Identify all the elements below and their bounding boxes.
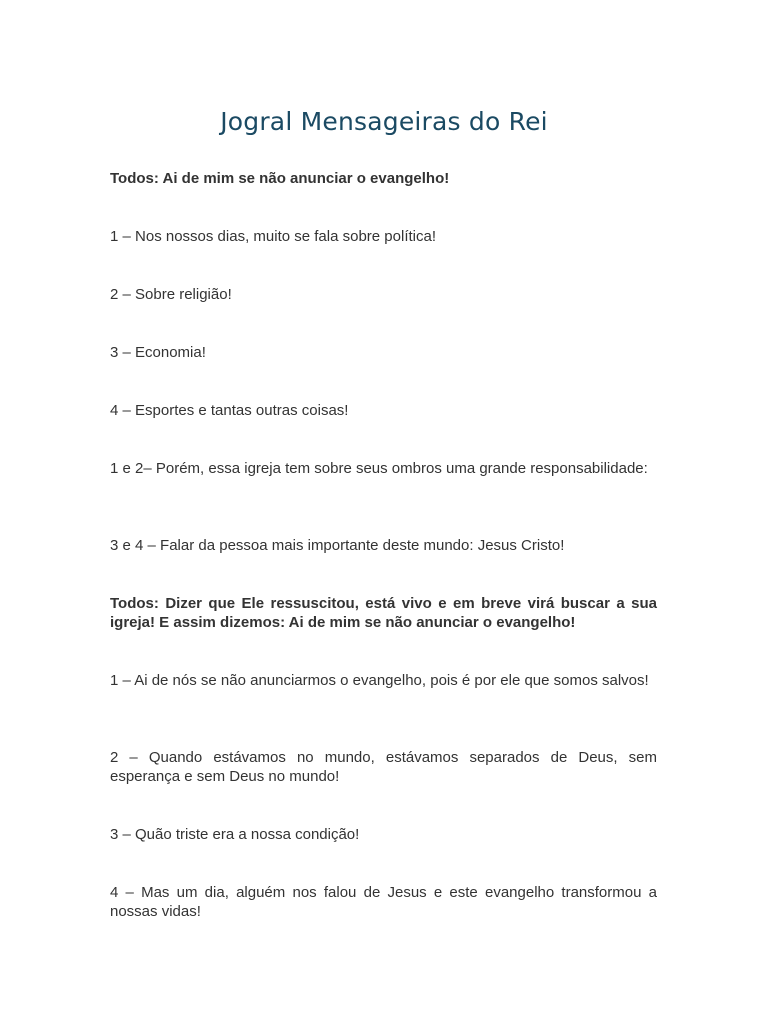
paragraph-todos-1: Todos: Ai de mim se não anunciar o evangelho! [110, 170, 450, 187]
paragraph-1-politica: 1 – Nos nossos dias, muito se fala sobre política! [110, 228, 437, 245]
paragraph-3-condicao: 3 – Quão triste era a nossa condição! [110, 826, 360, 843]
paragraph-2-separados: 2 – Quando estávamos no mundo, estávamos separados de Deus, sem esperança e sem Deus no mundo! [110, 749, 657, 785]
paragraph-4-transformou: 4 – Mas um dia, alguém nos falou de Jesus e este evangelho transformou a nossas vidas! [110, 884, 657, 920]
paragraph-4-esportes: 4 – Esportes e tantas outras coisas! [110, 402, 349, 419]
paragraph-1e2-responsabilidade: 1 e 2– Porém, essa igreja tem sobre seus ombros uma grande responsabilidade: [110, 460, 648, 477]
document-title: Jogral Mensageiras do Rei [220, 107, 548, 136]
paragraph-3-economia: 3 – Economia! [110, 344, 206, 361]
paragraph-todos-2: Todos: Dizer que Ele ressuscitou, está vivo e em breve virá buscar a sua igreja! E assim dizemos: Ai de mim se não anunciar o evangelho! [110, 595, 657, 631]
paragraph-1-salvos: 1 – Ai de nós se não anunciarmos o evangelho, pois é por ele que somos salvos! [110, 672, 649, 689]
paragraph-3e4-jesus-cristo: 3 e 4 – Falar da pessoa mais importante deste mundo: Jesus Cristo! [110, 537, 565, 554]
paragraph-2-religiao: 2 – Sobre religião! [110, 286, 232, 303]
